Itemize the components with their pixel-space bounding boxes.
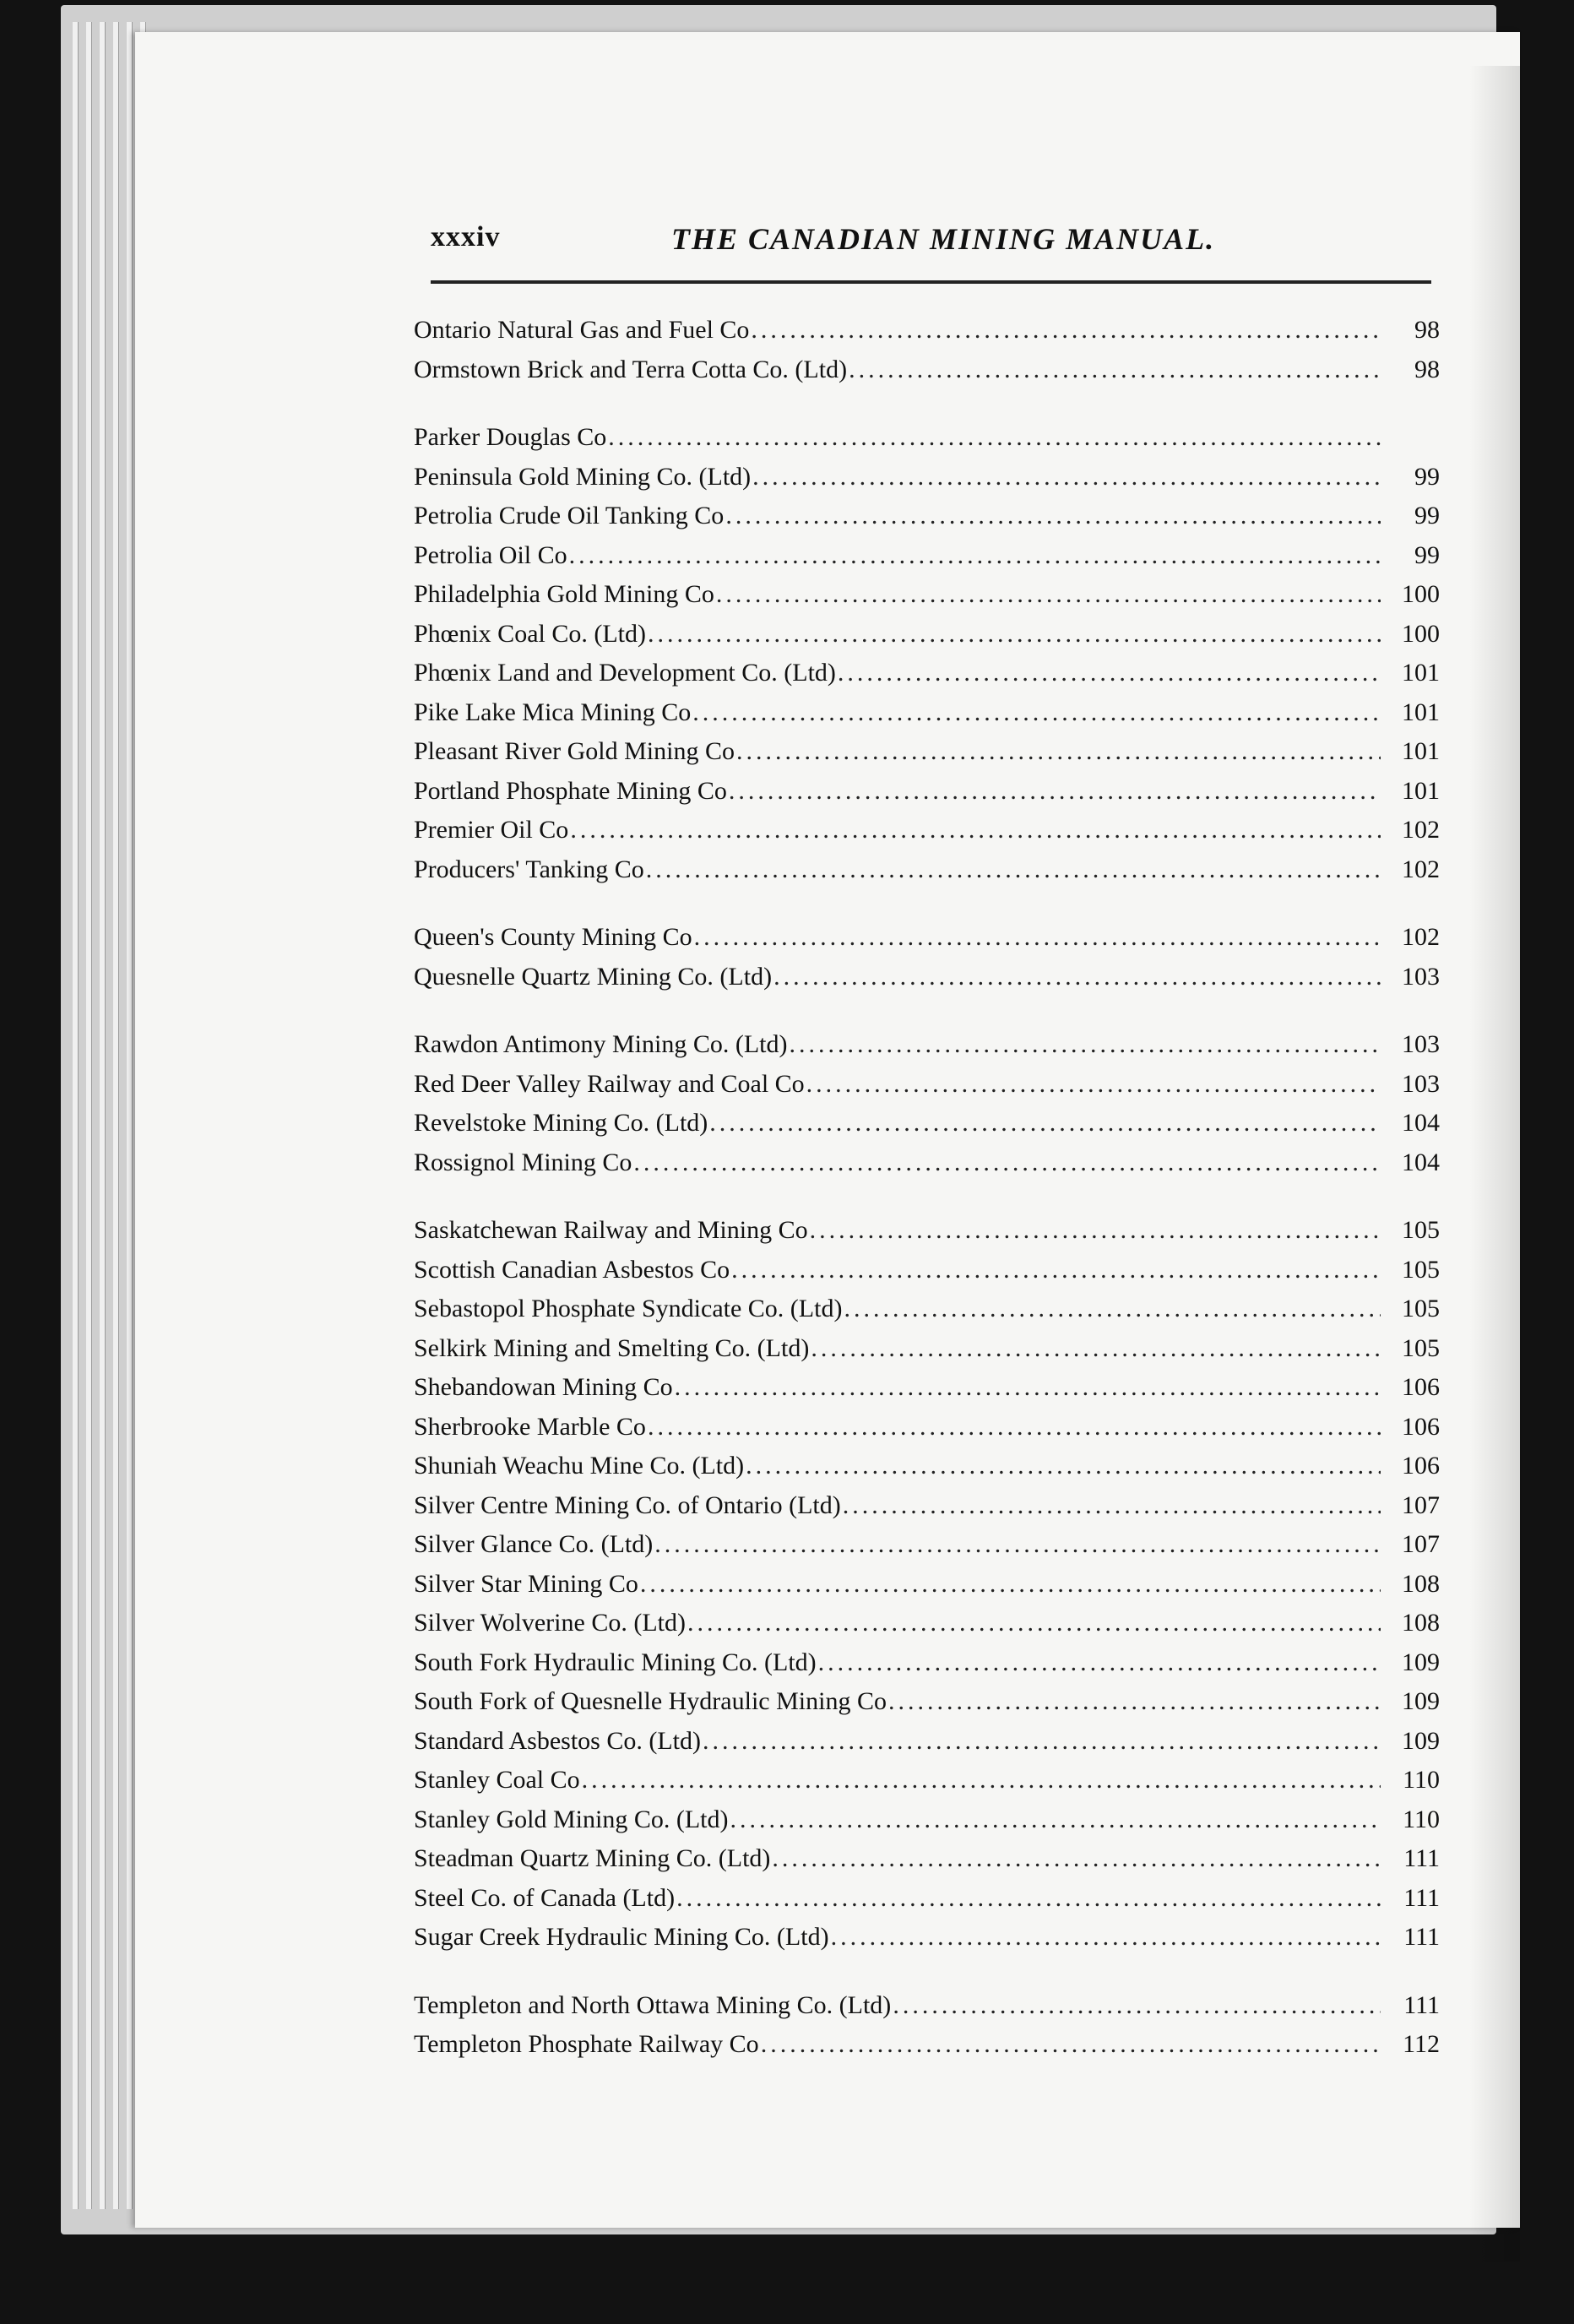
entry-page-number: 109 [1402,1687,1440,1715]
page-edge [86,22,92,2209]
entry-page-number: 106 [1402,1373,1440,1401]
dot-leader [709,1104,1381,1143]
entry-name: Queen's County Mining Co [414,923,692,951]
entry-name: Templeton and North Ottawa Mining Co. (Ltd) [414,1990,892,2019]
dot-leader [654,1525,1381,1565]
index-entry [414,1329,1440,1369]
dot-leader [751,311,1381,350]
entry-page-number: 111 [1403,1883,1440,1912]
dot-leader [731,1251,1381,1290]
entry-name: Shebandowan Mining Co [414,1373,673,1401]
index-entry [414,654,1440,693]
group-gap [414,389,1440,418]
group-gap [414,996,1440,1025]
entry-name: Standard Asbestos Co. (Ltd) [414,1726,701,1755]
entry-page-number: 102 [1402,855,1440,883]
group-gap [414,889,1440,918]
index-entry [414,1761,1440,1800]
index-entry [414,1447,1440,1486]
entry-name: Producers' Tanking Co [414,855,644,883]
dot-leader [703,1722,1381,1762]
entry-page-number: 105 [1402,1333,1440,1362]
entry-name: Parker Douglas Co [414,423,607,451]
spine-shadow [1469,66,1520,2262]
dot-leader [843,1486,1381,1526]
index-entry [414,1486,1440,1526]
entry-name: Quesnelle Quartz Mining Co. (Ltd) [414,962,773,991]
index-entry [414,1722,1440,1762]
entry-name: Pleasant River Gold Mining Co [414,737,735,765]
page-number-label: xxxiv [431,221,501,252]
dot-leader [761,2025,1381,2065]
index-entry [414,350,1440,390]
entry-name: Selkirk Mining and Smelting Co. (Ltd) [414,1333,810,1362]
entry-name: Sebastopol Phosphate Syndicate Co. (Ltd) [414,1295,843,1322]
index-entry [414,536,1440,576]
index-entry [414,575,1440,615]
dot-leader [716,575,1381,615]
entry-page-number: 99 [1414,462,1440,491]
dot-leader [648,615,1381,654]
entry-name: Phœnix Coal Co. (Ltd) [414,619,646,648]
entry-name: Steadman Quartz Mining Co. (Ltd) [414,1844,771,1872]
entry-name: Scottish Canadian Asbestos Co [414,1255,730,1284]
entry-name: Rossignol Mining Co [414,1148,632,1176]
index-entry [414,418,1440,458]
dot-leader [640,1565,1381,1605]
entry-name: Sherbrooke Marble Co [414,1412,646,1441]
entry-page-number: 105 [1402,1255,1440,1284]
entry-name: South Fork Hydraulic Mining Co. (Ltd) [414,1648,817,1676]
entry-page-number: 106 [1402,1452,1440,1480]
index-entry [414,1800,1440,1840]
entry-name: Stanley Gold Mining Co. (Ltd) [414,1805,729,1833]
dot-leader [675,1368,1381,1408]
index-entry [414,772,1440,812]
index-entry [414,615,1440,654]
entry-name: Ontario Natural Gas and Fuel Co [414,316,750,344]
dot-leader [888,1682,1381,1722]
running-title: THE CANADIAN MINING MANUAL. [671,222,1216,256]
dot-leader [725,497,1381,536]
entry-page-number: 111 [1403,1923,1440,1951]
entry-page-number: 104 [1402,1148,1440,1176]
entry-name: Petrolia Oil Co [414,540,567,569]
entry-page-number: 101 [1402,698,1440,726]
entry-name: Steel Co. of Canada (Ltd) [414,1883,676,1912]
entry-page-number: 102 [1402,816,1440,844]
page-edge [113,22,119,2209]
dot-leader [736,732,1381,772]
index-entry [414,311,1440,350]
entry-page-number: 103 [1402,962,1440,991]
entry-name: Templeton Phosphate Railway Co [414,2030,759,2058]
dot-leader [810,1211,1381,1251]
entry-page-number: 111 [1403,1844,1440,1872]
entry-name: Shuniah Weachu Mine Co. (Ltd) [414,1452,745,1480]
index-entry [414,1025,1440,1065]
entry-page-number: 106 [1402,1412,1440,1441]
entry-page-number: 107 [1402,1491,1440,1519]
entry-page-number: 105 [1402,1295,1440,1322]
index-entry [414,1604,1440,1643]
entry-page-number: 100 [1402,580,1440,608]
entry-page-number: 110 [1403,1805,1440,1833]
dot-leader [818,1643,1381,1683]
entry-page-number: 101 [1402,659,1440,687]
entry-page-number: 111 [1403,1990,1440,2019]
dot-leader [772,1839,1381,1879]
index-entry [414,1682,1440,1722]
entry-name: Philadelphia Gold Mining Co [414,580,714,608]
entry-name: Portland Phosphate Mining Co [414,776,727,805]
index-entry [414,1408,1440,1447]
dot-leader [729,772,1381,812]
index-entry [414,1251,1440,1290]
entry-page-number: 108 [1402,1609,1440,1637]
page-edge [127,22,133,2209]
index-entry [414,811,1440,850]
entry-page-number: 104 [1402,1109,1440,1137]
index-entry [414,1211,1440,1251]
dot-leader [752,458,1381,497]
dot-leader [687,1604,1381,1643]
index-entry [414,1525,1440,1565]
index-entry [414,1839,1440,1879]
index-entry [414,1065,1440,1105]
dot-leader [608,418,1381,458]
page-header [431,221,1431,284]
index-entry [414,732,1440,772]
index-entry [414,918,1440,958]
index-entry [414,1918,1440,1957]
entry-page-number: 101 [1402,776,1440,805]
dot-leader [849,350,1381,390]
entry-page-number: 112 [1403,2030,1440,2058]
dot-leader [844,1290,1381,1329]
index-entry [414,1879,1440,1919]
group-gap [414,1182,1440,1211]
dot-leader [694,918,1381,958]
entry-name: Stanley Coal Co [414,1766,580,1794]
entry-page-number: 103 [1402,1069,1440,1098]
entry-name: South Fork of Quesnelle Hydraulic Mining Co [414,1687,887,1715]
dot-leader [646,850,1381,890]
entry-page-number: 108 [1402,1569,1440,1598]
index-entry [414,1143,1440,1183]
index-entry [414,458,1440,497]
index-entry [414,1643,1440,1683]
dot-leader [730,1800,1381,1840]
entry-name: Saskatchewan Railway and Mining Co [414,1216,808,1244]
entry-name: Sugar Creek Hydraulic Mining Co. (Ltd) [414,1923,829,1951]
dot-leader [811,1329,1381,1369]
dot-leader [582,1761,1381,1800]
dot-leader [746,1447,1381,1486]
page-edge [73,22,79,2209]
entry-name: Pike Lake Mica Mining Co [414,698,692,726]
entry-page-number: 99 [1414,540,1440,569]
entry-page-number: 102 [1402,923,1440,951]
dot-leader [773,958,1381,997]
entry-name: Ormstown Brick and Terra Cotta Co. (Ltd) [414,355,848,383]
dot-leader [790,1025,1381,1065]
entry-page-number: 110 [1403,1766,1440,1794]
entry-page-number: 103 [1402,1030,1440,1058]
entry-name: Revelstoke Mining Co. (Ltd) [414,1109,708,1137]
dot-leader [831,1918,1381,1957]
index-entry [414,850,1440,890]
index-entry [414,497,1440,536]
group-gap [414,1957,1440,1986]
entry-name: Silver Star Mining Co [414,1569,638,1598]
index-entry [414,1290,1440,1329]
dot-leader [692,693,1381,733]
entry-name: Peninsula Gold Mining Co. (Ltd) [414,462,752,491]
entry-page-number: 99 [1414,502,1440,529]
entry-name: Silver Glance Co. (Ltd) [414,1530,654,1558]
index-entry [414,958,1440,997]
index-entry [414,2025,1440,2065]
dot-leader [893,1986,1381,2026]
index-entry [414,693,1440,733]
dot-leader [570,811,1381,850]
dot-leader [633,1143,1381,1183]
dot-leader [806,1065,1381,1105]
entry-name: Rawdon Antimony Mining Co. (Ltd) [414,1030,788,1058]
entry-name: Premier Oil Co [414,816,569,844]
entry-page-number: 101 [1402,737,1440,765]
index-entry [414,1565,1440,1605]
entry-page-number: 98 [1414,316,1440,344]
entry-page-number: 109 [1402,1726,1440,1755]
entry-name: Petrolia Crude Oil Tanking Co [414,502,725,529]
entry-page-number: 98 [1414,355,1440,383]
index-entry [414,1104,1440,1143]
entry-name: Silver Centre Mining Co. of Ontario (Ltd) [414,1491,841,1519]
entry-page-number: 109 [1402,1648,1440,1676]
entry-page-number: 100 [1402,619,1440,648]
index-entry [414,1368,1440,1408]
dot-leader [676,1879,1381,1919]
page-edge [100,22,106,2209]
entry-name: Silver Wolverine Co. (Ltd) [414,1609,686,1637]
index-entries [414,311,1440,2065]
index-entry [414,1986,1440,2026]
entry-page-number: 105 [1402,1216,1440,1244]
entry-name: Red Deer Valley Railway and Coal Co [414,1069,805,1098]
entry-name: Phœnix Land and Development Co. (Ltd) [414,659,836,687]
entry-page-number: 107 [1402,1530,1440,1558]
dot-leader [569,536,1381,576]
dot-leader [648,1408,1381,1447]
dot-leader [838,654,1381,693]
